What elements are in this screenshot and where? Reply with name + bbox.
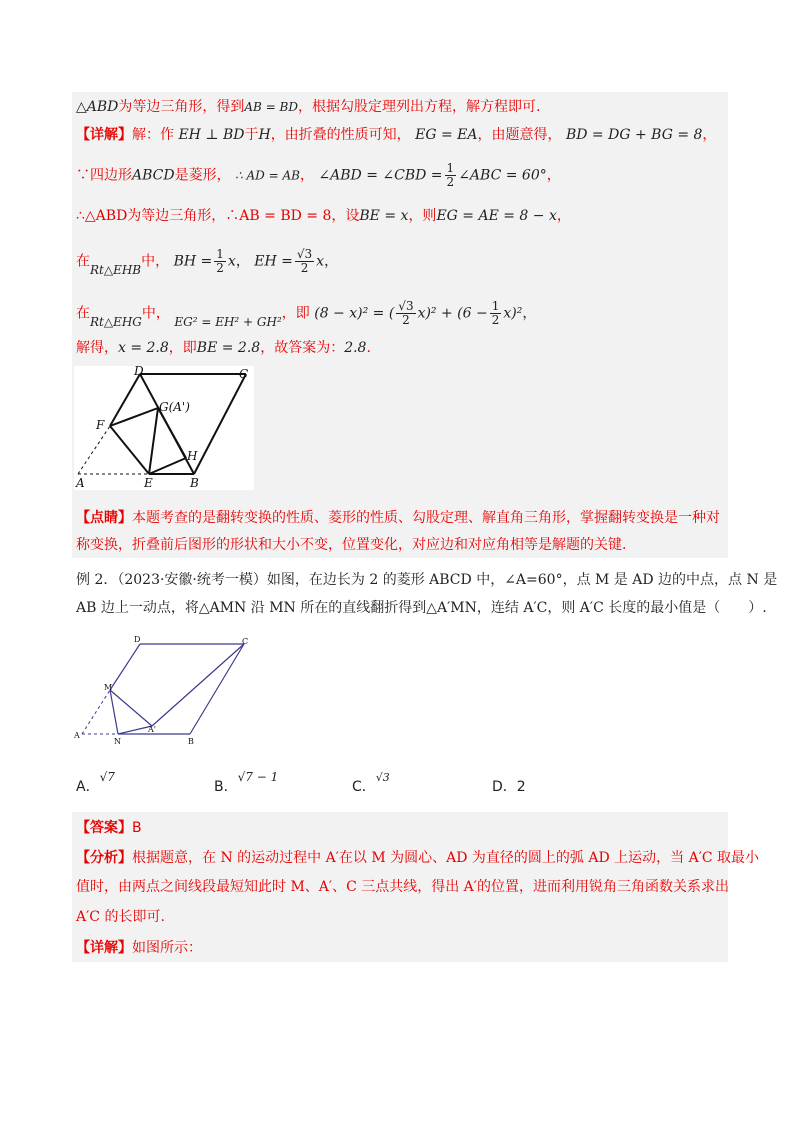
analysis-line-3: A′C 的长即可. [76,909,165,925]
rhombus-fold-figure-1 [74,366,254,490]
line6-b: 中， [141,305,170,322]
fig2-label-A: A [74,731,80,740]
option-b-letter: B． [214,779,238,795]
line3-a: ∵四边形 [76,167,132,184]
line7-a: 解得， [76,340,118,356]
answer-tag: 【答案】 [76,820,132,836]
fig2-label-B: B [188,737,194,746]
fig2-label-C: C [242,637,249,646]
option-c[interactable] [352,771,390,796]
label-G: G(A') [159,400,190,414]
label-A: A [76,476,85,490]
detail-text-d: ，由题意得， [477,127,562,143]
comment-line-2: 称变换，折叠前后图形的形状和大小不变，位置变化，对应边和对应角相等是解题的关键. [76,537,627,553]
option-d[interactable]: D．2 [492,779,526,795]
option-a-value: √7 [99,770,115,784]
label-D: D [134,366,144,378]
detail-line-4: 在Rt△EHB中， BH = $\frac{1}{2}$ x， EH = $\frac{√3}{2}$ x， [76,247,339,277]
option-a[interactable] [76,770,115,796]
detail-line-1: 【详解】解：作 EH ⊥ BD于H，由折叠的性质可知， EG = EA，由题意得， BD = DG + BG = 8， [76,127,717,143]
comment-text: 本题考查的是翻转变换的性质、菱形的性质、勾股定理、解直角三角形，掌握翻转变换是一种对 [132,510,720,526]
detail2-line [76,938,202,958]
answer-value-1: 2.8 [344,340,367,356]
line6-c: ，即 [281,305,310,322]
rhombus-fold-figure-2 [70,632,260,748]
intro-line: △ABD为等边三角形，得到AB = BD，根据勾股定理列出方程，解方程即可. [76,99,541,115]
comment-tag: 【点睛】 [76,510,132,526]
label-E: E [144,476,153,490]
fig2-label-N: N [114,737,121,746]
line5-b: 中， [141,253,170,270]
fig2-label-D: D [134,635,141,644]
detail-line-6: 解得，x = 2.8，即BE = 2.8，故答案为：2.8. [76,340,371,356]
label-F: F [96,418,105,432]
line6-a: 在 [76,305,90,322]
option-a-letter: A． [76,779,100,795]
fig2-label-M: M [104,683,113,692]
option-c-letter: C． [352,779,376,795]
detail2-tag: 【详解】 [76,940,132,956]
comment-line-1 [76,508,720,528]
label-H: H [187,449,198,463]
line4-a: ∴△ABD为等边三角形，∴AB = BD = 8，设 [76,208,360,224]
example2-line-2: AB 边上一动点，将△AMN 沿 MN 所在的直线翻折得到△A′MN，连结 A′C，则 A′C 长度的最小值是（ ）. [76,600,767,616]
line7-b: ，即 [168,340,197,356]
option-c-value: √3 [375,771,390,784]
analysis-line-1 [76,848,759,868]
option-b[interactable] [214,770,279,796]
detail-line-2: ∵四边形ABCD是菱形， ∴ AD = AB， ∠ABD = ∠CBD = $\frac{1}{2}$ ∠ABC = 60°， [76,161,561,189]
detail-text-a: 解：作 [132,127,174,143]
fig2-label-A-prime: A' [148,725,156,734]
analysis-text-1: 根据题意，在 N 的运动过程中 A′在以 M 为圆心、AD 为直径的圆上的弧 AD 上运动，当 A′C 取最小 [132,850,760,866]
detail-tag: 【详解】 [76,127,132,143]
intro-text-2: ，根据勾股定理列出方程，解方程即可. [298,99,541,115]
intro-text: 为等边三角形，得到 [118,99,245,115]
label-C: C [239,367,249,381]
detail-text-c: ，由折叠的性质可知， [270,127,411,143]
analysis-tag: 【分析】 [76,850,132,866]
line4-b: ，则 [408,208,437,224]
answer-line [76,818,142,838]
option-b-value: √7 − 1 [237,770,279,784]
label-B: B [190,476,199,490]
answer-value: B [132,820,142,836]
line7-c: ，故答案为： [260,340,345,356]
detail-text-b: 于 [244,127,259,143]
analysis-line-2: 值时，由两点之间线段最短知此时 M、A′、C 三点共线，得出 A′的位置，进而利用锐角三角函数关系求出 [76,879,729,895]
detail-line-3: ∴△ABD为等边三角形，∴AB = BD = 8，设BE = x，则EG = AE = 8 − x， [76,208,571,224]
line3-b: 是菱形， [174,167,231,184]
detail-line-5: 在Rt△EHG中， EG² = EH² + GH²，即 (8 − x)² = ( $\frac{√3}{2}$ x)² + (6 − $\frac{1}{2}$ x)²， [76,299,537,329]
line5-a: 在 [76,253,90,270]
example2-line-1: 例 2．（2023·安徽·统考一模）如图，在边长为 2 的菱形 ABCD 中，∠A=60°，点 M 是 AD 边的中点，点 N 是 [76,572,778,588]
detail2-text: 如图所示： [132,940,202,956]
